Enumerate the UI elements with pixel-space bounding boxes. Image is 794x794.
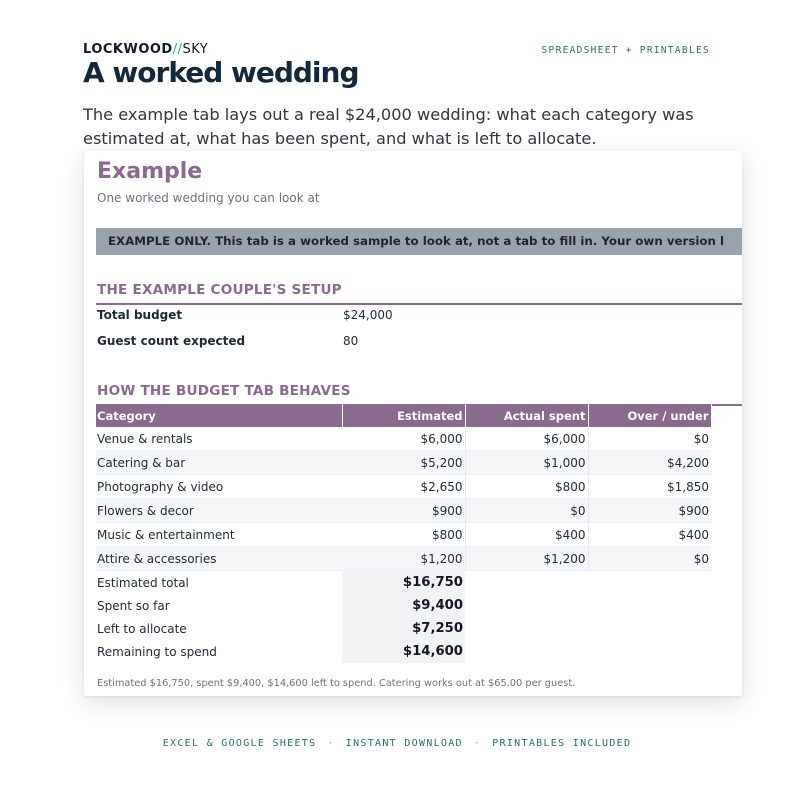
feature-printables: PRINTABLES INCLUDED	[492, 738, 632, 749]
total-value[interactable]: $14,600	[342, 640, 465, 663]
total-row-estimated	[96, 571, 711, 595]
over-under-cell[interactable]: $400	[588, 523, 711, 547]
example-only-banner: EXAMPLE ONLY. This tab is a worked sample to look at, not a tab to fill in. Your own version l	[96, 228, 742, 255]
brand-name-left: LOCKWOOD	[83, 42, 173, 57]
feature-instant-download: INSTANT DOWNLOAD	[345, 738, 463, 749]
setup-heading: THE EXAMPLE COUPLE'S SETUP	[97, 282, 342, 298]
category-cell[interactable]: Music & entertainment	[96, 523, 342, 547]
separator-dot: ·	[473, 738, 482, 749]
intro-paragraph: The example tab lays out a real $24,000 wedding: what each category was estimated at, what has been spent, and what is left to allocate.	[83, 105, 694, 148]
actual-cell[interactable]: $0	[465, 499, 588, 523]
setup-value-guest-count[interactable]: 80	[343, 334, 359, 348]
actual-cell[interactable]: $800	[465, 475, 588, 499]
column-header-over-under[interactable]: Over / under	[588, 404, 711, 427]
total-value[interactable]: $9,400	[342, 594, 465, 617]
budget-heading: HOW THE BUDGET TAB BEHAVES	[97, 383, 351, 399]
separator-dot: ·	[327, 738, 335, 749]
table-row	[96, 523, 711, 547]
brand-logo	[83, 42, 208, 57]
actual-cell[interactable]: $400	[465, 523, 588, 547]
table-row	[96, 427, 711, 451]
total-label: Remaining to spend	[96, 640, 342, 663]
budget-header-row	[96, 404, 711, 427]
estimated-cell[interactable]: $6,000	[342, 427, 465, 451]
table-row	[96, 451, 711, 475]
over-under-cell[interactable]: $4,200	[588, 451, 711, 475]
brand-name-right: SKY	[182, 42, 209, 57]
spreadsheet-preview	[84, 151, 742, 696]
sheet-title: Example	[97, 159, 203, 184]
category-cell[interactable]: Flowers & decor	[96, 499, 342, 523]
total-label: Estimated total	[96, 571, 342, 595]
category-cell[interactable]: Catering & bar	[96, 451, 342, 475]
actual-cell[interactable]: $1,200	[465, 547, 588, 571]
table-row	[96, 499, 711, 523]
category-cell[interactable]: Venue & rentals	[96, 427, 342, 451]
setup-label-guest-count: Guest count expected	[97, 334, 246, 348]
estimated-cell[interactable]: $900	[342, 499, 465, 523]
actual-cell[interactable]: $6,000	[465, 427, 588, 451]
total-row-spent	[96, 594, 711, 617]
estimated-cell[interactable]: $800	[342, 523, 465, 547]
feature-excel-sheets: EXCEL & GOOGLE SHEETS	[162, 738, 317, 749]
over-under-cell[interactable]: $0	[588, 427, 711, 451]
total-value[interactable]: $16,750	[342, 571, 465, 595]
setup-heading-rule	[96, 303, 742, 305]
category-cell[interactable]: Photography & video	[96, 475, 342, 499]
sheet-footnote: Estimated $16,750, spent $9,400, $14,600 left to spend. Catering works out at $65.00 per guest.	[97, 678, 576, 689]
table-row	[96, 547, 711, 571]
column-header-category[interactable]: Category	[96, 404, 342, 427]
actual-cell[interactable]: $1,000	[465, 451, 588, 475]
over-under-cell[interactable]: $1,850	[588, 475, 711, 499]
total-label: Left to allocate	[96, 617, 342, 640]
page-title: A worked wedding	[83, 56, 359, 89]
feature-bar	[0, 738, 794, 749]
over-under-cell[interactable]: $900	[588, 499, 711, 523]
total-value[interactable]: $7,250	[342, 617, 465, 640]
estimated-cell[interactable]: $5,200	[342, 451, 465, 475]
column-header-estimated[interactable]: Estimated	[342, 404, 465, 427]
budget-table	[96, 404, 712, 663]
table-row	[96, 475, 711, 499]
tagline: SPREADSHEET + PRINTABLES	[541, 45, 710, 56]
estimated-cell[interactable]: $1,200	[342, 547, 465, 571]
brand-separator: //	[172, 42, 183, 57]
total-label: Spent so far	[96, 594, 342, 617]
column-header-actual-spent[interactable]: Actual spent	[465, 404, 588, 427]
category-cell[interactable]: Attire & accessories	[96, 547, 342, 571]
sheet-subtitle: One worked wedding you can look at	[97, 191, 320, 205]
setup-label-total-budget: Total budget	[97, 308, 183, 322]
total-row-left-to-allocate	[96, 617, 711, 640]
estimated-cell[interactable]: $2,650	[342, 475, 465, 499]
setup-value-total-budget[interactable]: $24,000	[343, 308, 393, 322]
over-under-cell[interactable]: $0	[588, 547, 711, 571]
total-row-remaining	[96, 640, 711, 663]
